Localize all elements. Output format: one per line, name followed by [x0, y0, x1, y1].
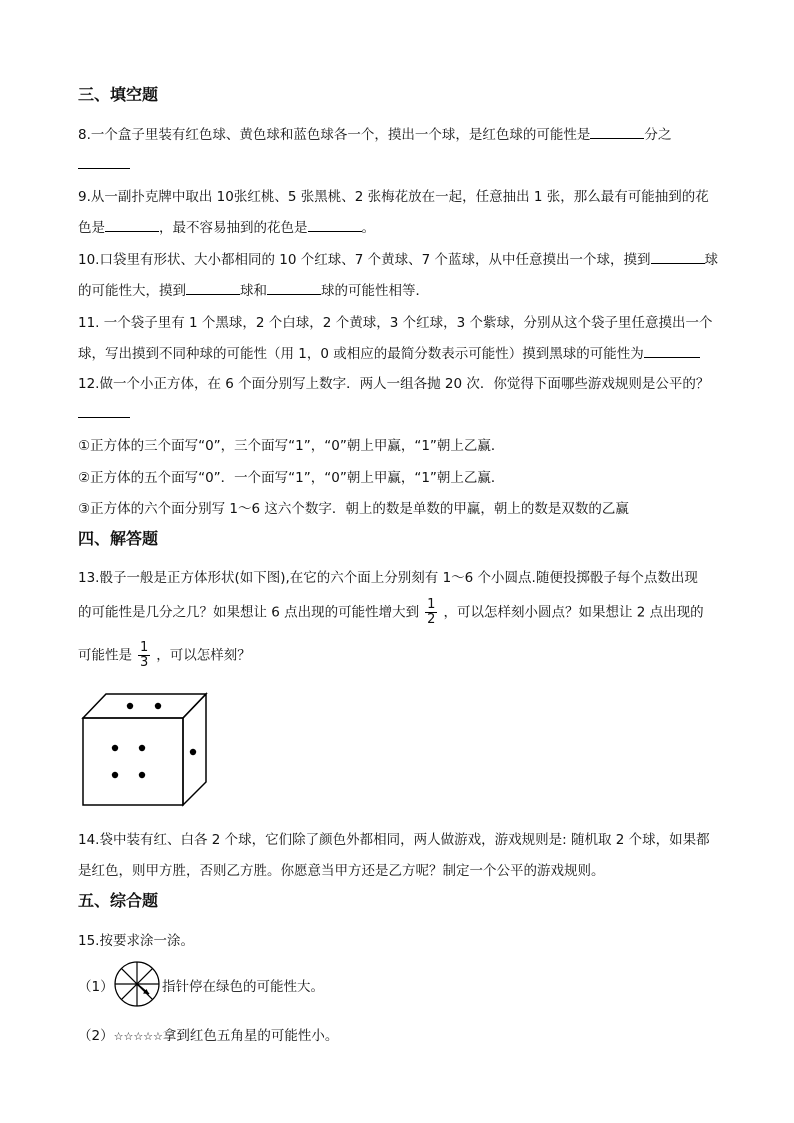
section-heading-answer: 四、解答题: [78, 529, 159, 548]
answer-blank[interactable]: [78, 168, 130, 169]
question-11-line2: [78, 342, 700, 362]
dice-front-face: [83, 718, 183, 805]
question-12-option-3: ③正方体的六个面分别写 1～6 这六个数字．朝上的数是单数的甲赢，朝上的数是双数的乙赢: [78, 501, 629, 517]
question-10-text-c: 的可能性大，摸到: [78, 283, 186, 299]
question-9-line1: 9.从一副扑克牌中取出 10张红桃、5 张黑桃、2 张梅花放在一起，任意抽出 1 张，那么最有可能抽到的花: [78, 189, 709, 205]
answer-blank[interactable]: [644, 345, 700, 358]
question-10-text-e: 球的可能性相等．: [321, 283, 429, 299]
question-11-line1: 11. 一个袋子里有 1 个黑球，2 个白球，2 个黄球，3 个红球，3 个紫球，分别从这个袋子里任意摸出一个: [78, 315, 713, 331]
question-9-text-b: ，最不容易抽到的花色是: [159, 220, 308, 236]
question-13-line3: [78, 641, 251, 670]
fraction-denominator: 3: [140, 655, 149, 670]
question-10-text-b: 球: [704, 252, 718, 268]
section-heading-fill: 三、填空题: [78, 85, 159, 104]
dice-pip: [112, 772, 118, 778]
question-11-text: 球，写出摸到不同种球的可能性（用 1，0 或相应的最简分数表示可能性）摸到黑球的可能性为: [78, 346, 644, 362]
question-10-text-d: 球和: [240, 283, 267, 299]
question-8-text: 8.一个盒子里装有红色球、黄色球和蓝色球各一个，摸出一个球，是红色球的可能性是: [78, 127, 591, 143]
question-12-option-1: ①正方体的三个面写“0”，三个面写“1”，“0”朝上甲赢，“1”朝上乙赢．: [78, 438, 505, 454]
dice-figure: [78, 692, 212, 808]
question-13-text-d: ，可以怎样刻？: [156, 647, 251, 664]
question-9-text-c: 。: [361, 220, 375, 236]
answer-blank[interactable]: [186, 282, 240, 295]
fraction-one-half: [425, 598, 437, 627]
dice-pip: [112, 745, 118, 751]
question-13-text-a: 的可能性是几分之几？如果想让 6 点出现的可能性增大到: [78, 604, 420, 621]
dice-pip: [155, 703, 161, 709]
question-9-text-a: 色是: [78, 220, 105, 236]
star-row-icon[interactable]: ☆☆☆☆☆: [113, 1030, 163, 1043]
question-10-line1: [78, 248, 718, 268]
answer-blank[interactable]: [105, 219, 159, 232]
question-12-option-2: ②正方体的五个面写“0”．一个面写“1”，“0”朝上甲赢，“1”朝上乙赢．: [78, 470, 505, 486]
answer-blank[interactable]: [78, 417, 130, 418]
dice-pip: [139, 772, 145, 778]
fraction-numerator: 1: [427, 597, 436, 612]
question-15-part1-text: 指针停在绿色的可能性大。: [162, 979, 324, 995]
question-9-line2: [78, 216, 375, 236]
question-13-line1: 13.骰子一般是正方体形状(如下图),在它的六个面上分别刻有 1～6 个小圆点.随便投掷骰子每个点数出现: [78, 570, 698, 586]
dice-pip: [127, 703, 133, 709]
question-13-text-b: ，可以怎样刻小圆点？如果想让 2 点出现的: [443, 604, 704, 621]
question-13-text-c: 可能性是: [78, 647, 132, 664]
answer-blank[interactable]: [267, 282, 321, 295]
fraction-one-third: [138, 641, 150, 670]
fraction-numerator: 1: [140, 640, 149, 655]
question-15-part1-number: （1）: [78, 979, 114, 995]
spinner-wheel[interactable]: [113, 960, 161, 1008]
answer-blank[interactable]: [308, 219, 362, 232]
question-14-line1: 14.袋中装有红、白各 2 个球，它们除了颜色外都相同，两人做游戏，游戏规则是: 随机取 2 个球，如果都: [78, 832, 710, 848]
question-8-line1: [78, 123, 671, 143]
question-15-part2: [78, 1024, 338, 1044]
question-15-title: 15.按要求涂一涂。: [78, 933, 194, 949]
dice-pip: [190, 749, 196, 755]
question-15-part2-number: （2）: [78, 1028, 114, 1044]
question-12-line1: 12.做一个小正方体，在 6 个面分别写上数字．两人一组各抛 20 次．你觉得下面哪些游戏规则是公平的？: [78, 376, 710, 392]
dice-pip: [139, 745, 145, 751]
dice-top-face: [83, 694, 206, 718]
question-14-line2: 是红色，则甲方胜，否则乙方胜。你愿意当甲方还是乙方呢？制定一个公平的游戏规则。: [78, 863, 605, 879]
section-heading-comprehensive: 五、综合题: [78, 891, 159, 910]
question-10-text-a: 10.口袋里有形状、大小都相同的 10 个红球、7 个黄球、7 个蓝球，从中任意摸出一个球，摸到: [78, 252, 651, 268]
question-8-text-b: 分之: [644, 127, 672, 143]
question-13-line2: [78, 598, 704, 627]
question-10-line2: [78, 279, 429, 299]
answer-blank[interactable]: [590, 126, 644, 139]
fraction-denominator: 2: [427, 612, 436, 627]
question-15-part2-text: 拿到红色五角星的可能性小。: [162, 1028, 339, 1044]
answer-blank[interactable]: [651, 251, 705, 264]
